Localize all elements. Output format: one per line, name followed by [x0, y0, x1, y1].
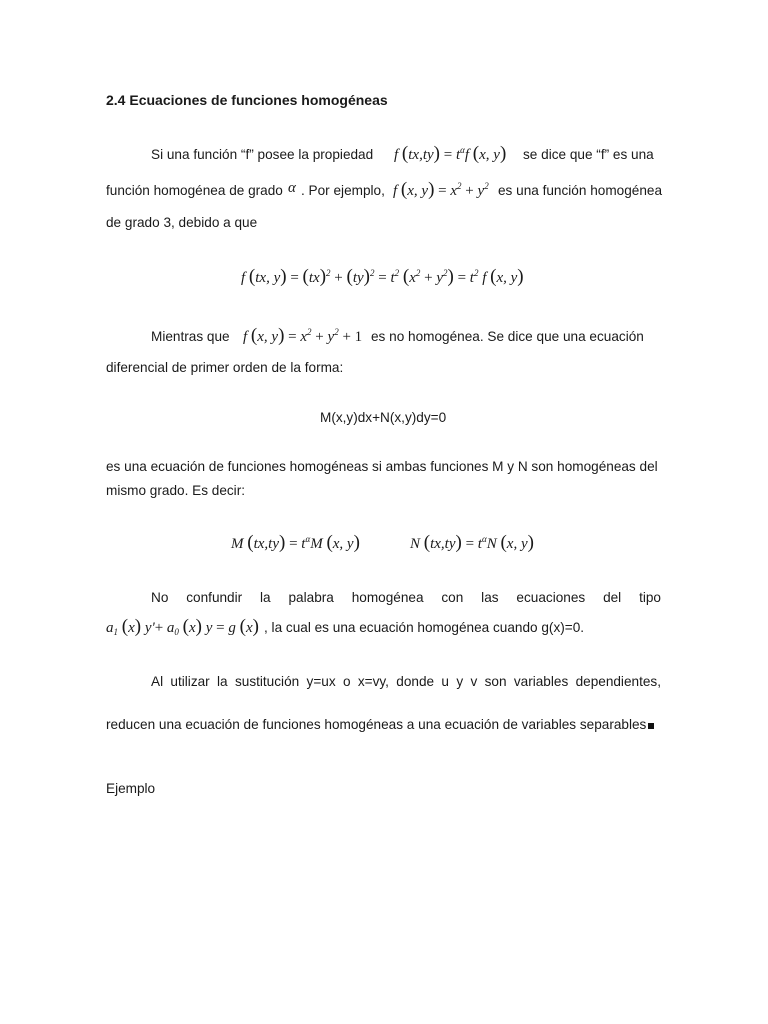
p3-line1: es una ecuación de funciones homogéneas si ambas funciones M y N son homogéneas del — [106, 459, 658, 474]
p5-line2: reducen una ecuación de funciones homogéneas a una ecuación de variables separables — [106, 717, 647, 732]
p1-line2-b: . Por ejemplo, — [301, 183, 385, 198]
p4-text-after-eq: , la cual es una ecuación homogénea cuando g(x)=0. — [264, 620, 585, 635]
eq-linear: $a_1$ (x) $y'+ a_0$ (x) y = g (x) — [106, 616, 259, 637]
p3-line2: mismo grado. Es decir: — [106, 483, 246, 498]
eq-N: N $(tx,ty) = t^\alpha N$ (x, y) — [410, 532, 534, 553]
eq-form: M(x,y)dx+N(x,y)dy=0 — [320, 410, 447, 425]
p5-line1: Al utilizar la sustitución y=ux o x=vy, donde u y v son variables dependientes, — [151, 674, 661, 689]
p1-text-a: Si una función “f” posee la propiedad — [151, 147, 374, 162]
p2-text-a: Mientras que — [151, 329, 230, 344]
alpha-symbol: α — [288, 180, 296, 196]
p5-line2-wrap — [106, 716, 654, 734]
eq-example: f (x, $y) = x^2 + y^2$ — [393, 179, 489, 200]
p2-line2: diferencial de primer orden de la forma: — [106, 360, 344, 375]
end-of-proof-square-icon — [648, 723, 654, 729]
alpha-exp: α — [460, 145, 465, 155]
p1-line3: de grado 3, debido a que — [106, 215, 258, 230]
eq-derivation: f (tx, $y) = (tx)^2 + (ty)^2 = t^2$ $(x^2 + y^2) = t^2$ f (x, y) — [241, 266, 524, 287]
eq-M: M $(tx,ty) = t^\alpha M$ (x, y) — [231, 532, 360, 553]
section-title: 2.4 Ecuaciones de funciones homogéneas — [106, 92, 388, 108]
p1-line2-a: función homogénea de grado — [106, 183, 283, 198]
p1-line2-c: es una función homogénea — [498, 183, 663, 198]
eq-homog-property: f $(tx,ty) = t^\alpha f$ (x, y) — [394, 143, 507, 164]
p2-text-b: es no homogénea. Se dice que una ecuación — [371, 329, 644, 344]
p4-line1: No confundir la palabra homogénea con las ecuaciones del tipo — [151, 590, 661, 605]
eq-nonhomog: f (x, $y) = x^2 + y^2 + 1$ — [243, 325, 363, 346]
p1-text-b: se dice que “f” es una — [523, 147, 654, 162]
example-label: Ejemplo — [106, 781, 156, 796]
